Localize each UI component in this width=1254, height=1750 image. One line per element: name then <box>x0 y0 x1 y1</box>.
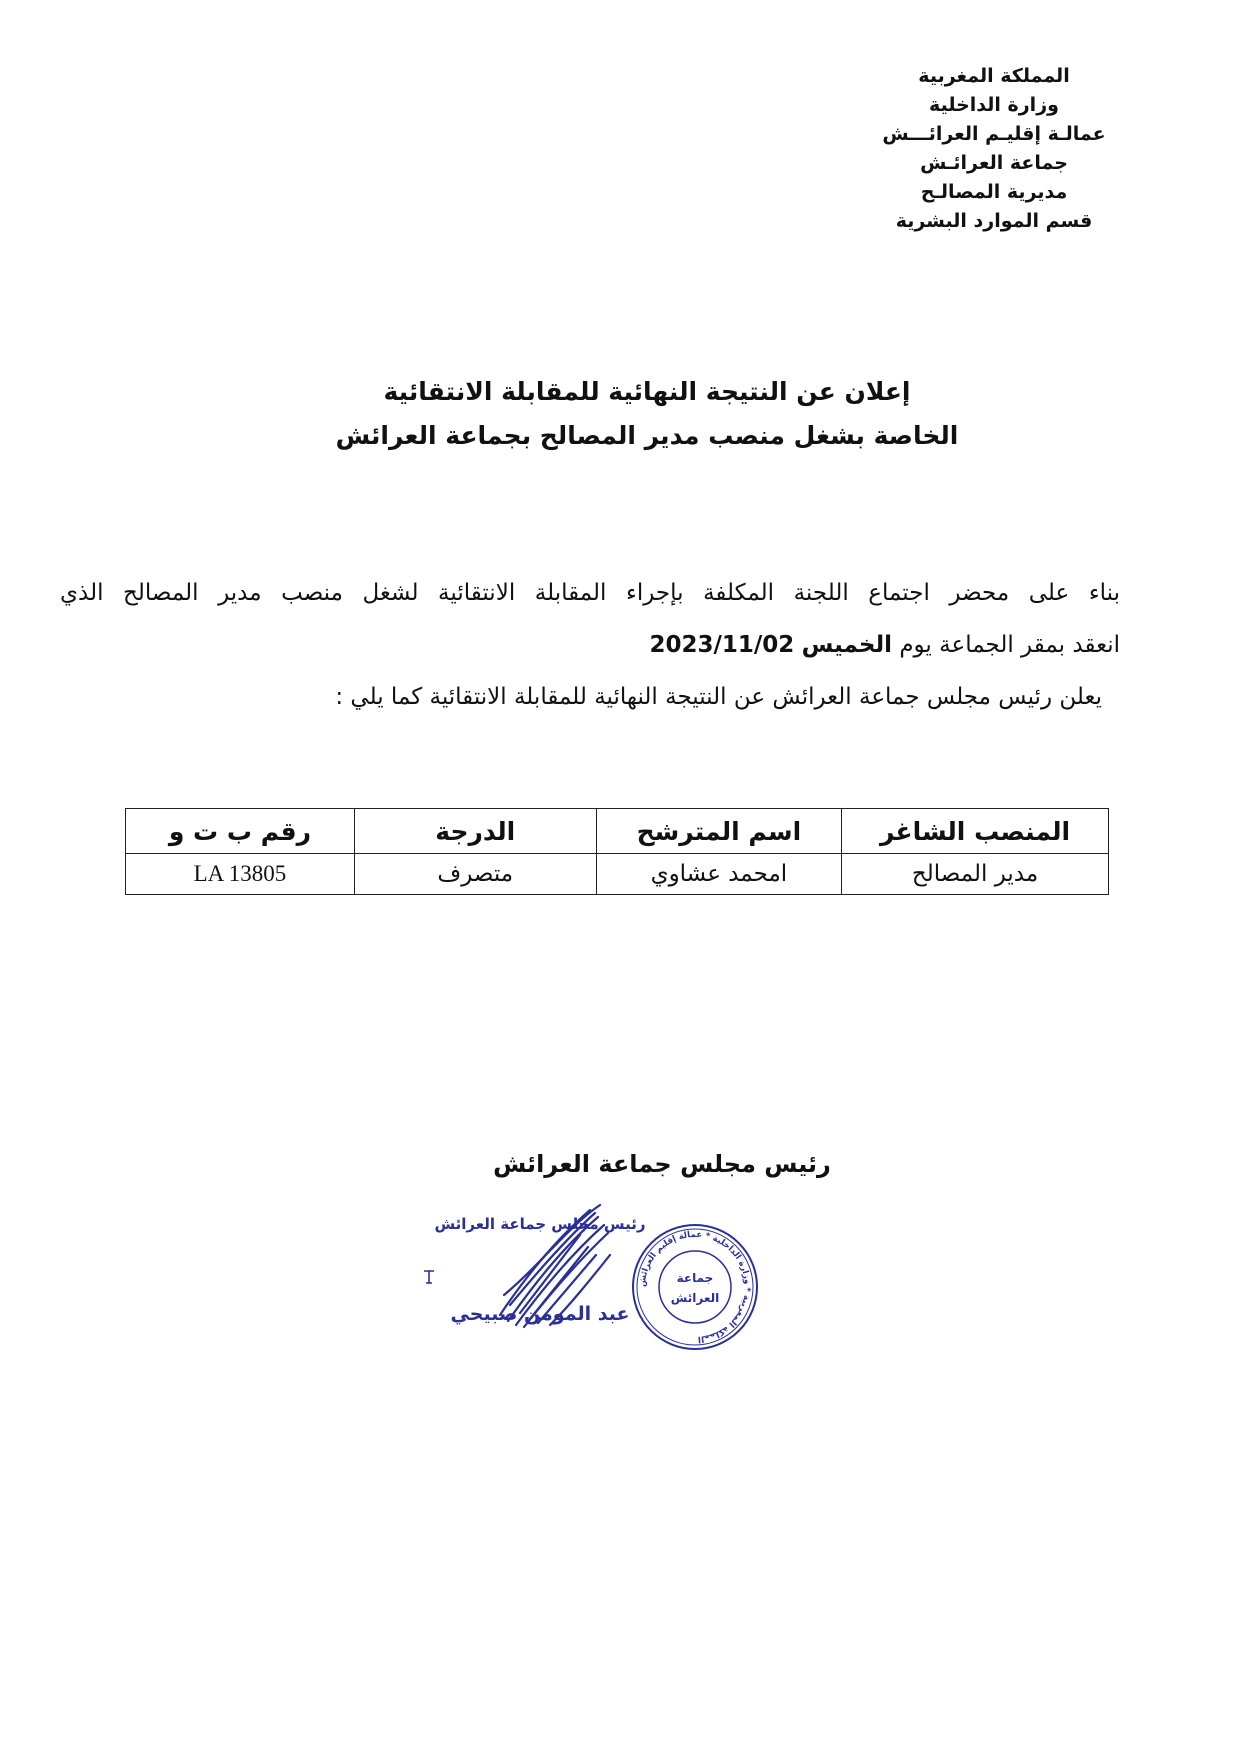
body-paragraph-2 <box>60 619 1120 671</box>
stamp-center-line-2: العرائش <box>670 1291 720 1305</box>
letterhead <box>864 62 1124 236</box>
stamp-ring-text: المملكة المغربية * وزارة الداخلية * عمالة إقليم العرائش <box>637 1229 753 1344</box>
svg-text:المملكة المغربية * وزارة الداخ <box>638 1230 752 1344</box>
table-row <box>126 854 1109 895</box>
signature-mark-icon <box>422 1267 436 1287</box>
cell-candidate-name: امحمد عشاوي <box>596 854 841 895</box>
meeting-day: الخميس <box>801 632 892 658</box>
letterhead-line: مديرية المصالـح <box>920 181 1068 203</box>
cell-id-number: LA 13805 <box>126 854 355 895</box>
letterhead-line: وزارة الداخلية <box>929 94 1059 116</box>
letterhead-line: جماعة العرائـش <box>920 152 1068 174</box>
header-post: المنصب الشاغر <box>842 809 1109 854</box>
body-paragraph-1: بناء على محضر اجتماع اللجنة المكلفة بإجراء المقابلة الانتقائية لشغل منصب مدير المصالح الذي <box>60 580 1120 606</box>
title-line-2: الخاصة بشغل منصب مدير المصالح بجماعة العرائش <box>335 421 959 450</box>
letterhead-line: المملكة المغربية <box>918 65 1070 87</box>
stamp-center-line-1: جماعة <box>676 1271 714 1285</box>
announcement-title <box>0 370 1254 458</box>
title-line-1: إعلان عن النتيجة النهائية للمقابلة الانتقائية <box>383 377 911 406</box>
meeting-place-text: انعقد بمقر الجماعة يوم <box>899 632 1120 658</box>
header-id-number: رقم ب ت و <box>126 809 355 854</box>
body-paragraph-3: يعلن رئيس مجلس جماعة العرائش عن النتيجة النهائية للمقابلة الانتقائية كما يلي : <box>335 684 1102 710</box>
signature-name-script: عبد المومن صبيحي <box>450 1303 630 1325</box>
letterhead-line: عمالـة إقليـم العرائـــش <box>882 123 1106 145</box>
cell-post: مدير المصالح <box>842 854 1109 895</box>
official-stamp-icon <box>630 1222 760 1352</box>
letterhead-line: قسم الموارد البشرية <box>895 210 1093 232</box>
cell-grade: متصرف <box>354 854 596 895</box>
signature-title-script: رئيس مجلس جماعة العرائش <box>434 1215 646 1233</box>
header-candidate-name: اسم المترشح <box>596 809 841 854</box>
announcement-body <box>60 567 1120 723</box>
results-table <box>125 808 1109 895</box>
header-grade: الدرجة <box>354 809 596 854</box>
table-header-row <box>126 809 1109 854</box>
signatory-title: رئيس مجلس جماعة العرائش <box>493 1150 831 1178</box>
meeting-date: 2023/11/02 <box>649 632 795 658</box>
